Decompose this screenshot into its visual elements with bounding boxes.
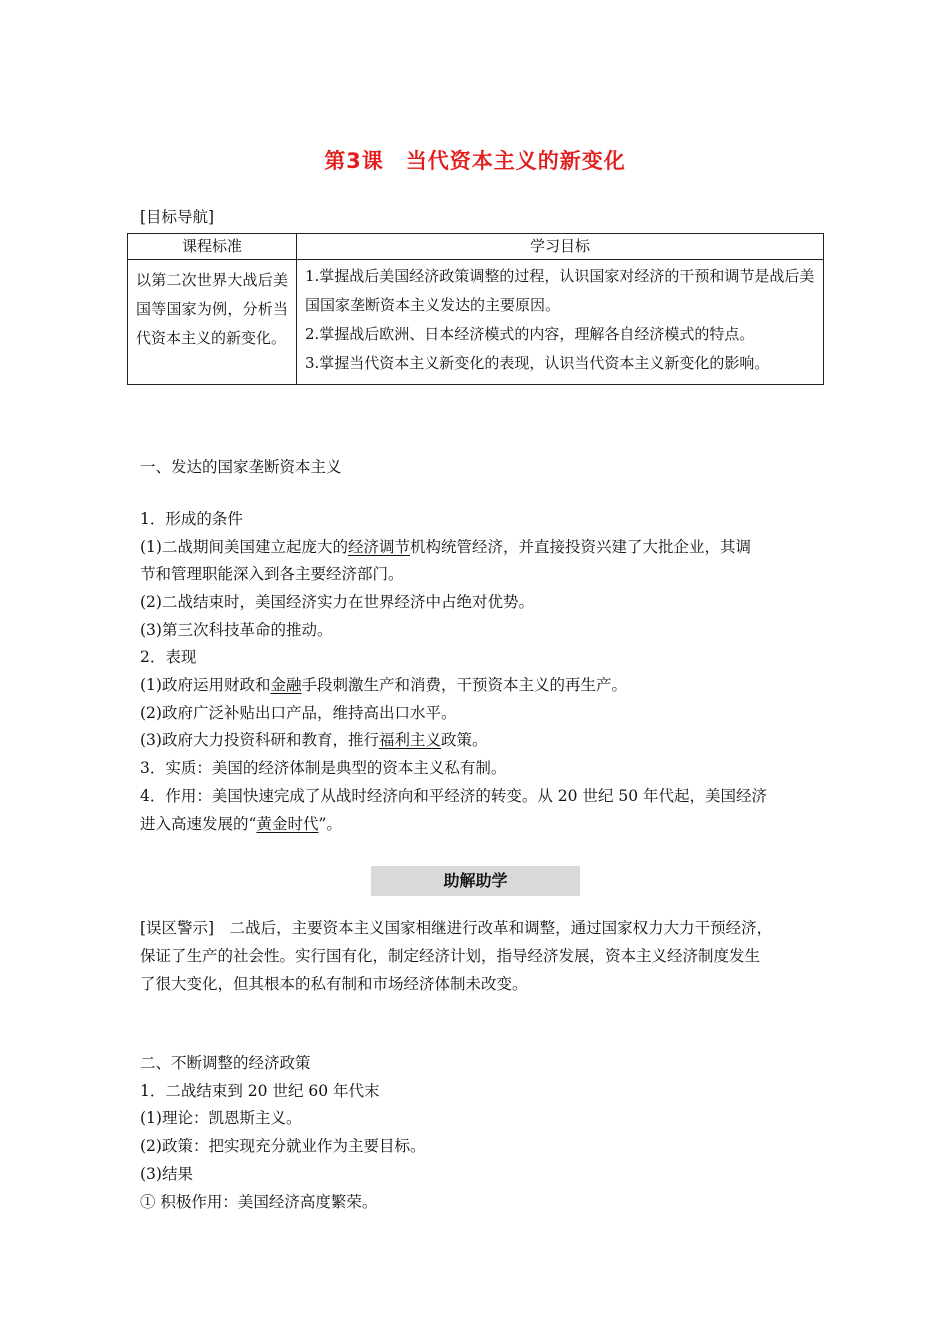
s1-p1-a xyxy=(140,535,751,557)
course-standard-cell: 以第二次世界大战后美国等国家为例，分析当代资本主义的新变化。 xyxy=(128,260,297,385)
s1-p2-b: (2)政府广泛补贴出口产品，维持高出口水平。 xyxy=(140,704,457,722)
underlined-term: 福利主义 xyxy=(378,731,441,749)
text: 政策。 xyxy=(440,731,488,749)
s2-a: (1)理论：凯恩斯主义。 xyxy=(140,1109,302,1127)
s2-c: (3)结果 xyxy=(140,1165,193,1183)
section1-heading: 一、发达的国家垄断资本主义 xyxy=(140,458,342,476)
goals-table xyxy=(127,233,824,385)
goal-navigation-label: [目标导航] xyxy=(140,208,215,226)
text: ”。 xyxy=(318,815,342,833)
lesson-number: 第3课 xyxy=(324,149,384,173)
s1-p1-b: (2)二战结束时，美国经济实力在世界经济中占绝对优势。 xyxy=(140,593,534,611)
warning-line-1: [误区警示] 二战后，主要资本主义国家相继进行改革和调整，通过国家权力大力干预经济， xyxy=(140,919,773,937)
text: 进入高速发展的“ xyxy=(140,815,257,833)
text: 机构统管经济，并直接投资兴建了大批企业，其调 xyxy=(409,538,751,556)
s1-p1-title: 1．形成的条件 xyxy=(140,510,243,528)
objective-1: 1.掌握战后美国经济政策调整的过程，认识国家对经济的干预和调节是战后美国国家垄断资本主义发达的主要原因。 xyxy=(305,267,815,314)
lesson-name: 当代资本主义的新变化 xyxy=(405,149,626,173)
objective-2: 2.掌握战后欧洲、日本经济模式的内容，理解各自经济模式的特点。 xyxy=(305,325,755,343)
warning-line-2: 保证了生产的社会性。实行国有化，制定经济计划，指导经济发展，资本主义经济制度发生 xyxy=(140,947,761,965)
help-banner: 助解助学 xyxy=(371,866,580,896)
s2-p1: 1．二战结束到 20 世纪 60 年代末 xyxy=(140,1082,380,1100)
section2-heading: 二、不断调整的经济政策 xyxy=(140,1054,311,1072)
learning-objectives-cell xyxy=(297,260,824,385)
text: 手段刺激生产和消费，干预资本主义的再生产。 xyxy=(301,676,627,694)
s1-p3: 3．实质：美国的经济体制是典型的资本主义私有制。 xyxy=(140,759,507,777)
s1-p1-c: (3)第三次科技革命的推动。 xyxy=(140,621,333,639)
underlined-term: 金融 xyxy=(270,676,302,694)
s1-p4-a: 4．作用：美国快速完成了从战时经济向和平经济的转变。从 20 世纪 50 年代起，美国经济 xyxy=(140,787,768,805)
s1-p1-a-cont: 节和管理职能深入到各主要经济部门。 xyxy=(140,565,404,583)
text: (1)政府运用财政和 xyxy=(140,676,271,694)
header-learning-objectives: 学习目标 xyxy=(297,234,824,260)
underlined-term: 黄金时代 xyxy=(256,815,319,833)
page-title xyxy=(0,145,950,175)
s1-p2-c xyxy=(140,728,488,750)
objective-3: 3.掌握当代资本主义新变化的表现，认识当代资本主义新变化的影响。 xyxy=(305,354,770,372)
underlined-term: 经济调节 xyxy=(347,538,410,556)
s2-b: (2)政策：把实现充分就业作为主要目标。 xyxy=(140,1137,426,1155)
s1-p2-a xyxy=(140,673,627,695)
s1-p4-b xyxy=(140,812,342,834)
warning-line-3: 了很大变化，但其根本的私有制和市场经济体制未改变。 xyxy=(140,975,528,993)
header-course-standard: 课程标准 xyxy=(128,234,297,260)
s1-p2-title: 2．表现 xyxy=(140,648,197,666)
text: (1)二战期间美国建立起庞大的 xyxy=(140,538,348,556)
s2-d: ① 积极作用：美国经济高度繁荣。 xyxy=(140,1193,378,1211)
text: (3)政府大力投资科研和教育，推行 xyxy=(140,731,379,749)
